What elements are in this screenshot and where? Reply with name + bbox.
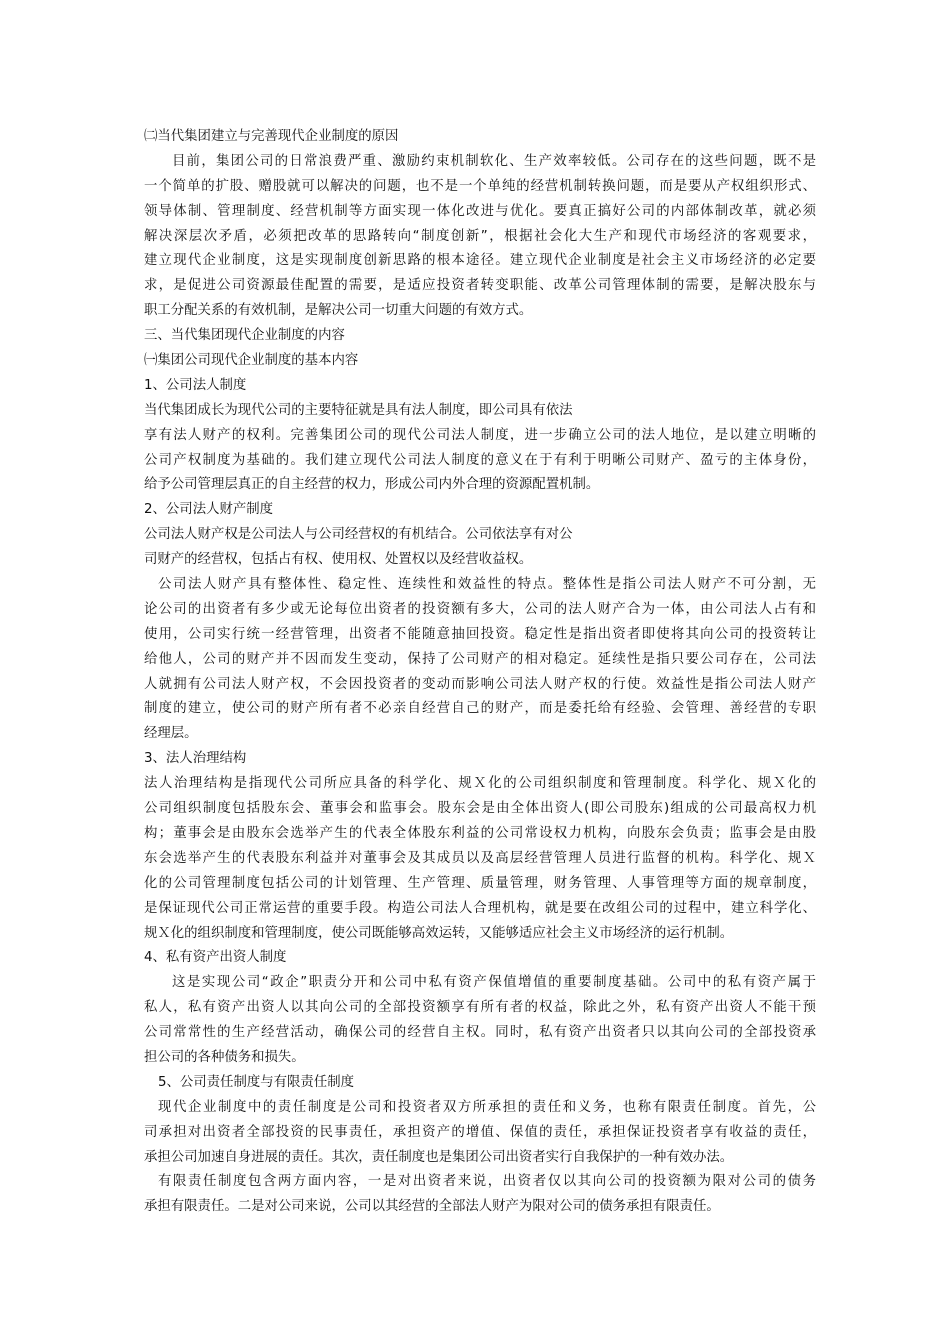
paragraph-line: 解决深层次矛盾，必须把改革的思路转向“制度创新”，根据社会化大生产和现代市场经济的客观要求， xyxy=(144,228,816,244)
paragraph-line: 有限责任制度包含两方面内容，一是对出资者来说，出资者仅以其向公司的投资额为限对公司的债务 xyxy=(158,1174,816,1190)
paragraph-line: 这是实现公司“政企”职责分开和公司中私有资产保值增值的重要制度基础。公司中的私有资产属于 xyxy=(172,975,816,991)
section-heading: 4、私有资产出资人制度 xyxy=(144,950,287,966)
document-body xyxy=(144,125,816,1220)
paragraph-line: 公司法人财产权是公司法人与公司经营权的有机结合。公司依法享有对公 xyxy=(144,527,573,543)
paragraph-line: 一个简单的扩股、赠股就可以解决的问题，也不是一个单纯的经营机制转换问题，而是要从产权组织形式、 xyxy=(144,178,816,194)
paragraph-line: 担公司的各种债务和损失。 xyxy=(144,1049,305,1065)
paragraph-line: 规Ｘ化的组织制度和管理制度，使公司既能够高效运转，又能够适应社会主义市场经济的运行机制。 xyxy=(144,925,734,941)
paragraph-line: 给予公司管理层真正的自主经营的权力，形成公司内外合理的资源配置机制。 xyxy=(144,477,600,493)
paragraph-line: 法人治理结构是指现代公司所应具备的科学化、规Ｘ化的公司组织制度和管理制度。科学化、规Ｘ化的 xyxy=(144,776,816,792)
section-heading: ㈠集团公司现代企业制度的基本内容 xyxy=(144,353,359,369)
paragraph-line: 给他人，公司的财产并不因而发生变动，保持了公司财产的相对稳定。延续性是指只要公司存在，公司法 xyxy=(144,651,816,667)
paragraph-line: 东会选举产生的代表股东利益并对董事会及其成员以及高层经营管理人员进行监督的机构。科学化、规Ｘ xyxy=(144,850,816,866)
paragraph-line: 经理层。 xyxy=(144,726,198,742)
paragraph-line: 制度的建立，使公司的财产所有者不必亲自经营自己的财产，而是委托给有经验、会管理、善经营的专职 xyxy=(144,701,816,717)
paragraph-line: 承担公司加速自身进展的责任。其次，责任制度也是集团公司出资者实行自我保护的一种有效办法。 xyxy=(144,1149,734,1165)
paragraph-line: 公司组织制度包括股东会、董事会和监事会。股东会是由全体出资人(即公司股东)组成的公司最高权力机 xyxy=(144,801,816,817)
paragraph-line: 使用，公司实行统一经营管理，出资者不能随意抽回投资。稳定性是指出资者即使将其向公司的投资转让 xyxy=(144,626,816,642)
paragraph-line: 职工分配关系的有效机制，是解决公司一切重大问题的有效方式。 xyxy=(144,303,533,319)
paragraph-line: 公司产权制度为基础的。我们建立现代公司法人制度的意义在于有利于明晰公司财产、盈亏的主体身份， xyxy=(144,452,816,468)
paragraph-line: 承担有限责任。二是对公司来说，公司以其经营的全部法人财产为限对公司的债务承担有限责任。 xyxy=(144,1199,720,1215)
paragraph-line: 构；董事会是由股东会选举产生的代表全体股东利益的公司常设权力机构，向股东会负责；监事会是由股 xyxy=(144,825,816,841)
section-heading: 2、公司法人财产制度 xyxy=(144,502,274,518)
paragraph-line: 人就拥有公司法人财产权，不会因投资者的变动而影响公司法人财产权的行使。效益性是指公司法人财产 xyxy=(144,676,816,692)
section-heading: 5、公司责任制度与有限责任制度 xyxy=(158,1074,354,1090)
paragraph-line: 公司常常性的生产经营活动，确保公司的经营自主权。同时，私有资产出资者只以其向公司的全部投资承 xyxy=(144,1025,816,1041)
section-heading: 1、公司法人制度 xyxy=(144,377,247,393)
paragraph-line: 化的公司管理制度包括公司的计划管理、生产管理、质量管理，财务管理、人事管理等方面的规章制度， xyxy=(144,875,816,891)
section-heading: 三、当代集团现代企业制度的内容 xyxy=(144,328,345,344)
paragraph-line: 是保证现代公司正常运营的重要手段。构造公司法人合理机构，就是要在改组公司的过程中，建立科学化、 xyxy=(144,900,816,916)
paragraph-line: 领导体制、管理制度、经营机制等方面实现一体化改进与优化。要真正搞好公司的内部体制改革，就必须 xyxy=(144,203,816,219)
paragraph-line: 建立现代企业制度，这是实现制度创新思路的根本途径。建立现代企业制度是社会主义市场经济的必定要 xyxy=(144,253,816,269)
paragraph-line: 司承担对出资者全部投资的民事责任，承担资产的增值、保值的责任，承担保证投资者享有收益的责任， xyxy=(144,1124,816,1140)
section-heading: ㈡当代集团建立与完善现代企业制度的原因 xyxy=(144,129,399,144)
paragraph-line: 目前，集团公司的日常浪费严重、激励约束机制软化、生产效率较低。公司存在的这些问题，既不是 xyxy=(172,153,816,169)
paragraph-line: 现代企业制度中的责任制度是公司和投资者双方所承担的责任和义务，也称有限责任制度。首先，公 xyxy=(158,1099,816,1115)
paragraph-line: 私人，私有资产出资人以其向公司的全部投资额享有所有者的权益，除此之外，私有资产出资人不能干预 xyxy=(144,1000,816,1016)
paragraph-line: 司财产的经营权，包括占有权、使用权、处置权以及经营收益权。 xyxy=(144,552,533,568)
paragraph-line: 当代集团成长为现代公司的主要特征就是具有法人制度，即公司具有依法 xyxy=(144,402,573,418)
paragraph-line: 享有法人财产的权利。完善集团公司的现代公司法人制度，进一步确立公司的法人地位，是以建立明晰的 xyxy=(144,427,816,443)
paragraph-line: 公司法人财产具有整体性、稳定性、连续性和效益性的特点。整体性是指公司法人财产不可分割，无 xyxy=(158,577,816,593)
paragraph-line: 求，是促进公司资源最佳配置的需要，是适应投资者转变职能、改革公司管理体制的需要，是解决股东与 xyxy=(144,278,816,294)
paragraph-line: 论公司的出资者有多少或无论每位出资者的投资额有多大，公司的法人财产合为一体，由公司法人占有和 xyxy=(144,601,816,617)
section-heading: 3、法人治理结构 xyxy=(144,751,247,767)
